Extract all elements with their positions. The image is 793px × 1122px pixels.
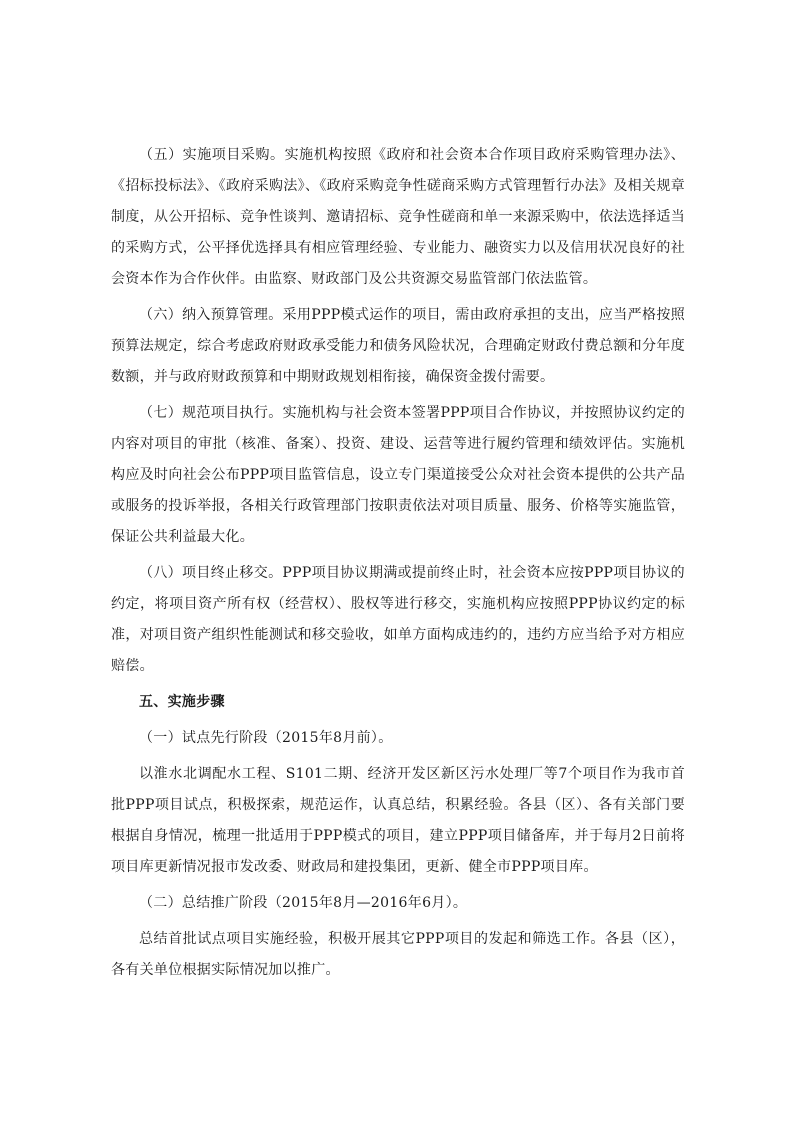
section-heading-implementation-steps: 五、实施步骤 [139, 694, 225, 710]
paragraph-promotion-stage-title: （二）总结推广阶段（2015年8月—2016年6月）。 [139, 895, 468, 911]
paragraph-promotion-stage-body: 总结首批试点项目实施经验，积极开展其它PPP项目的发起和筛选工作。各县（区），各有关单位根据实际情况加以推广。 [111, 931, 685, 978]
paragraph-pilot-stage-body: 以淮水北调配水工程、S101二期、经济开发区新区污水处理厂等7个项目作为我市首批PPP项目试点，积极探索，规范运作，认真总结，积累经验。各县（区）、各有关部门要根据自身情况，梳理一批适用于PPP模式的项目，建立PPP项目储备库，并于每月2日前将项目库更新情况报市发改委、财政局和建投集团，更新、健全市PPP项目库。 [111, 766, 685, 875]
document-page [111, 140, 685, 991]
paragraph-procurement: （五）实施项目采购。实施机构按照《政府和社会资本合作项目政府采购管理办法》、《招标投标法》、《政府采购法》、《政府采购竞争性磋商采购方式管理暂行办法》及相关规章制度，从公开招标、竞争性谈判、邀请招标、竞争性磋商和单一来源采购中，依法选择适当的采购方式，公平择优选择具有相应管理经验、专业能力、融资实力以及信用状况良好的社会资本作为合作伙伴。由监察、财政部门及公共资源交易监管部门依法监管。 [111, 147, 685, 287]
paragraph-pilot-stage-title: （一）试点先行阶段（2015年8月前）。 [139, 730, 393, 746]
paragraph-project-execution: （七）规范项目执行。实施机构与社会资本签署PPP项目合作协议，并按照协议约定的内容对项目的审批（核准、备案）、投资、建设、运营等进行履约管理和绩效评估。实施机构应及时向社会公布PPP项目监管信息，设立专门渠道接受公众对社会资本提供的公共产品或服务的投诉举报，各相关行政管理部门按职责依法对项目质量、服务、价格等实施监管，保证公共利益最大化。 [111, 405, 685, 545]
paragraph-project-transfer: （八）项目终止移交。PPP项目协议期满或提前终止时，社会资本应按PPP项目协议的约定，将项目资产所有权（经营权）、股权等进行移交，实施机构应按照PPP协议约定的标准，对项目资产组织性能测试和移交验收，如单方面构成违约的，违约方应当给予对方相应赔偿。 [111, 565, 685, 674]
paragraph-budget-management: （六）纳入预算管理。采用PPP模式运作的项目，需由政府承担的支出，应当严格按照预算法规定，综合考虑政府财政承受能力和债务风险状况，合理确定财政付费总额和分年度数额，并与政府财政预算和中期财政规划相衔接，确保资金拨付需要。 [111, 307, 685, 385]
